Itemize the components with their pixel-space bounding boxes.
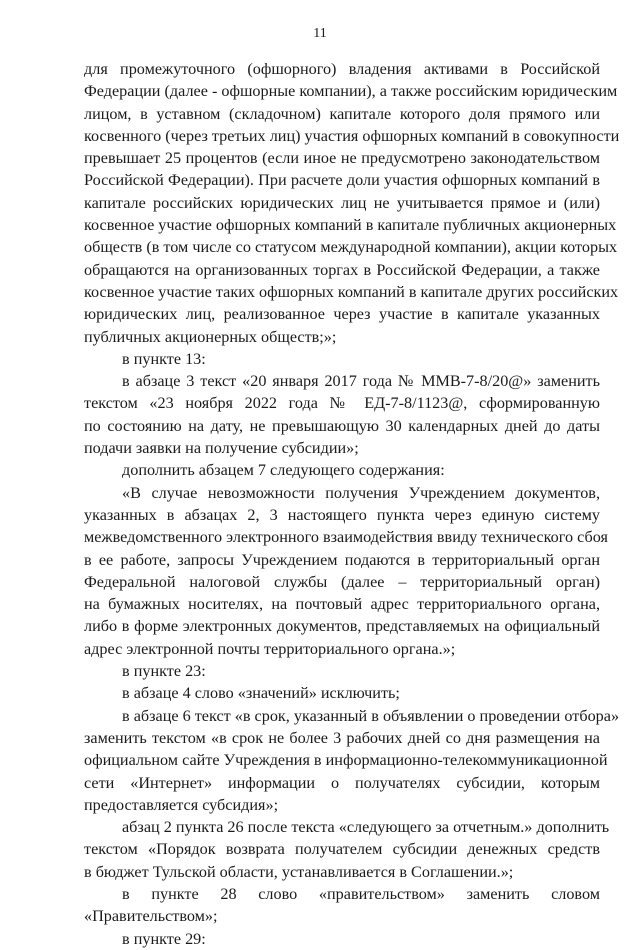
- text-line: межведомственного электронного взаимодействия ввиду технического сбоя: [84, 528, 608, 547]
- text-line: в абзаце 4 слово «значений» исключить;: [122, 684, 400, 703]
- text-line: Российской Федерации). При расчете доли участия офшорных компаний в: [84, 171, 600, 190]
- text-line: в пункте 13:: [122, 349, 206, 368]
- text-line: косвенное участие таких офшорных компаний в капитале других российских: [84, 282, 619, 301]
- text-line: в бюджет Тульской области, устанавливается в Соглашении.»;: [84, 862, 514, 881]
- text-line: в абзаце 6 текст «в срок, указанный в объявлении о проведении отбора»: [122, 706, 620, 725]
- text-line: капитале российских юридических лиц не учитывается прямое и (или): [84, 193, 600, 212]
- text-line: официальном сайте Учреждения в информационно-телекоммуникационной: [84, 751, 608, 770]
- text-line: Федерации (далее - офшорные компании), а также российским юридическим: [84, 82, 618, 101]
- text-line: косвенное участие офшорных компаний в капитале публичных акционерных: [84, 216, 617, 235]
- text-line: текстом «Порядок возврата получателем субсидии денежных средств: [84, 840, 600, 859]
- text-line: дополнить абзацем 7 следующего содержания:: [122, 461, 445, 480]
- text-line: подачи заявки на получение субсидии»;: [84, 439, 359, 458]
- text-line: в пункте 28 слово «правительством» заменить словом: [122, 884, 600, 903]
- text-line: по состоянию на дату, не превышающую 30 календарных дней до даты: [84, 416, 600, 435]
- text-line: лицом, в уставном (складочном) капитале которого доля прямого или: [84, 104, 600, 123]
- text-line: текстом «23 ноября 2022 года № ЕД-7-8/1123@, сформированную: [84, 394, 600, 413]
- text-line: в пункте 23:: [122, 662, 206, 681]
- text-line: косвенного (через третьих лиц) участия офшорных компаний в совокупности: [84, 126, 620, 145]
- text-line: на бумажных носителях, на почтовый адрес территориального органа,: [84, 595, 600, 614]
- text-line: Федеральной налоговой службы (далее – территориальный орган): [84, 572, 600, 591]
- text-line: абзац 2 пункта 26 после текста «следующего за отчетным.» дополнить: [122, 818, 610, 837]
- text-line: указанных в абзацах 2, 3 настоящего пункта через единую систему: [84, 505, 600, 524]
- text-line: предоставляется субсидия»;: [84, 795, 279, 814]
- text-line: «В случае невозможности получения Учреждением документов,: [122, 483, 600, 502]
- text-line: публичных акционерных обществ;»;: [84, 327, 337, 346]
- text-line: «Правительством»;: [84, 907, 218, 926]
- text-line: либо в форме электронных документов, представляемых на официальный: [84, 617, 600, 636]
- text-line: для промежуточного (офшорного) владения активами в Российской: [84, 60, 600, 78]
- text-line: юридических лиц, реализованное через участие в капитале указанных: [84, 305, 600, 324]
- document-body: [84, 58, 620, 950]
- page-number: 11: [313, 26, 327, 41]
- text-line: в ее работе, запросы Учреждением подаются в территориальный орган: [84, 550, 600, 569]
- text-line: сети «Интернет» информации о получателях субсидии, которым: [84, 773, 600, 792]
- text-line: адрес электронной почты территориального органа.»;: [84, 639, 456, 658]
- text-line: заменить текстом «в срок не более 3 рабочих дней со дня размещения на: [84, 728, 600, 747]
- text-line: обращаются на организованных торгах в Российской Федерации, а также: [84, 260, 600, 279]
- text-line: обществ (в том числе со статусом международной компании), акции которых: [84, 238, 618, 257]
- text-line: превышает 25 процентов (если иное не предусмотрено законодательством: [84, 149, 600, 168]
- text-line: в пункте 29:: [122, 929, 206, 948]
- text-line: в абзаце 3 текст «20 января 2017 года № ММВ-7-8/20@» заменить: [122, 372, 600, 391]
